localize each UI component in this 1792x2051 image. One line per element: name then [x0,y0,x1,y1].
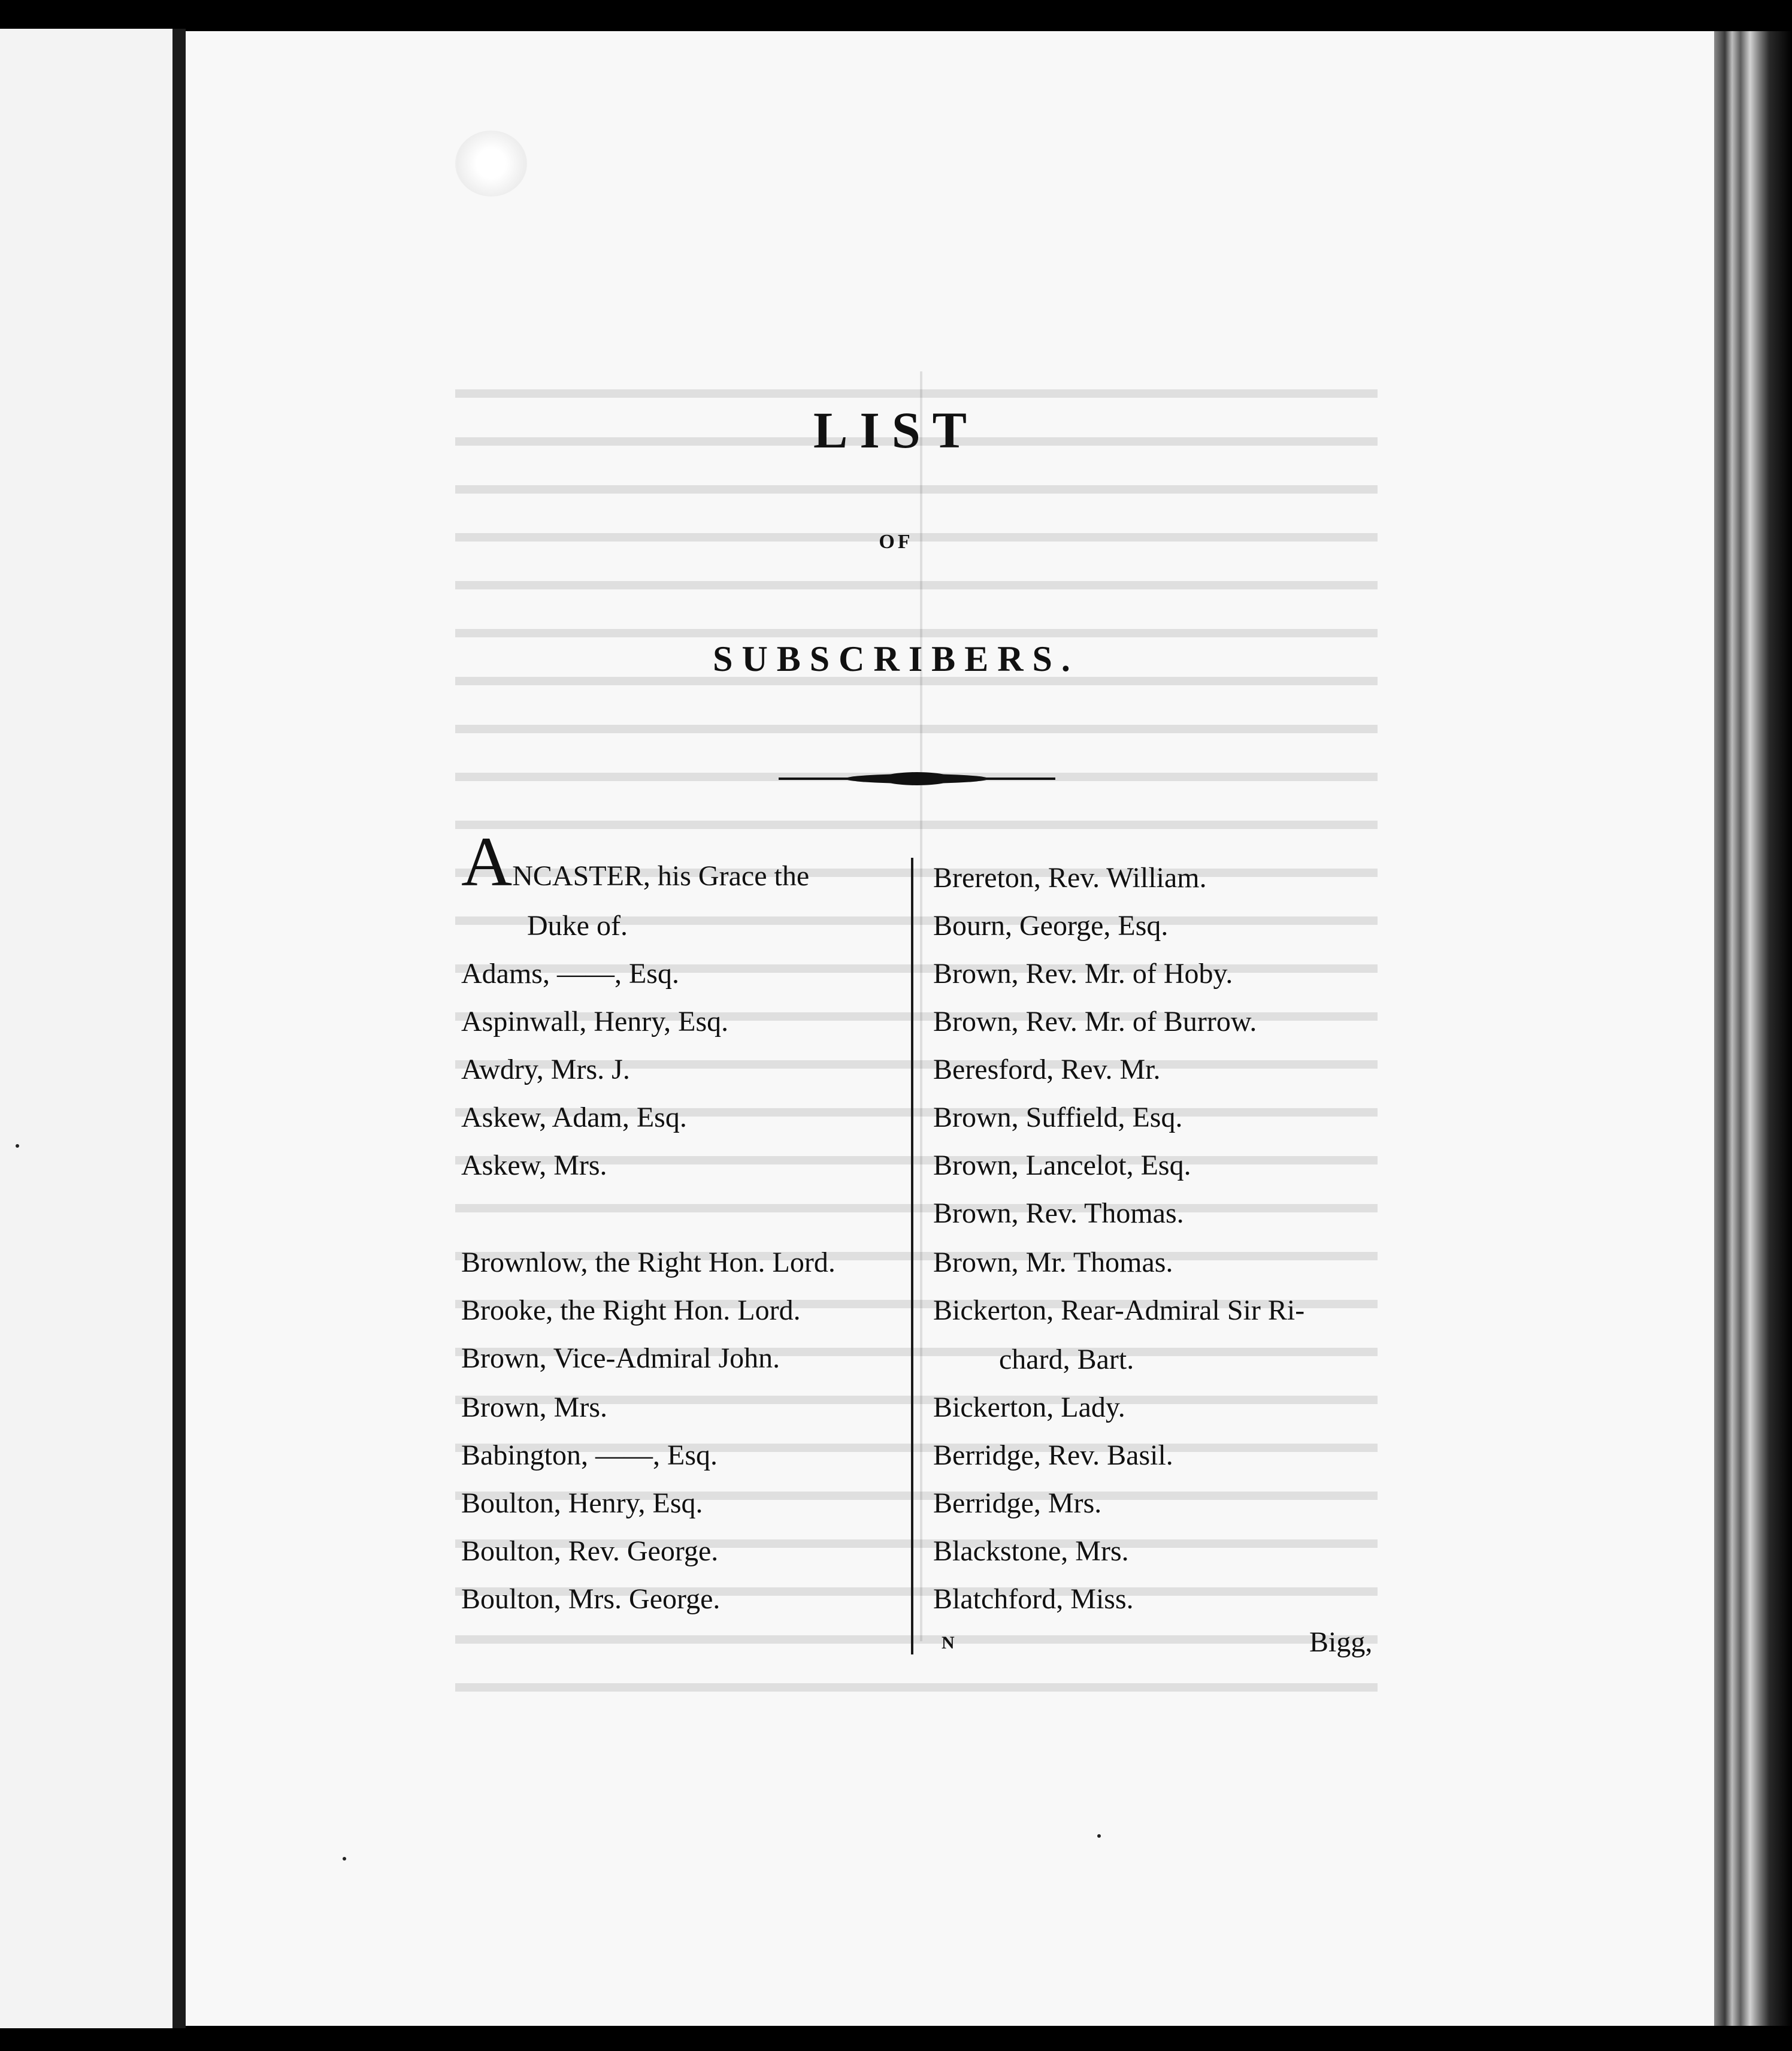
list-item: Boulton, Mrs. George. [461,1583,721,1615]
list-item: Bickerton, Lady. [933,1391,1125,1423]
paper-stain [455,131,527,196]
list-item: Brown, Vice-Admiral John. [461,1342,780,1374]
list-item: Brooke, the Right Hon. Lord. [461,1294,801,1326]
list-item: Aspinwall, Henry, Esq. [461,1006,729,1037]
column-divider [911,858,913,1654]
list-item: Boulton, Rev. George. [461,1535,719,1567]
list-item: Brownlow, the Right Hon. Lord. [461,1247,836,1278]
ink-speck [1097,1834,1101,1838]
list-item: Askew, Mrs. [461,1149,607,1181]
heading-of: OF [879,531,913,553]
list-item: Bickerton, Rear-Admiral Sir Ri- [933,1294,1305,1326]
first-entry [461,822,810,901]
heading-subscribers: SUBSCRIBERS. [713,639,1079,679]
list-item: Awdry, Mrs. J. [461,1054,630,1085]
list-item: Brown, Rev. Thomas. [933,1197,1184,1229]
list-item: Blackstone, Mrs. [933,1535,1129,1567]
list-item: Brown, Suffield, Esq. [933,1102,1183,1133]
ink-speck [16,1144,19,1148]
list-item: Adams, ——, Esq. [461,958,679,990]
list-item: Blatchford, Miss. [933,1583,1134,1615]
list-item-continuation: chard, Bart. [999,1344,1134,1375]
drop-cap: A [461,822,513,901]
list-item: Boulton, Henry, Esq. [461,1487,703,1519]
list-item: Bourn, George, Esq. [933,910,1169,942]
show-through-divider [920,371,922,1641]
book-gutter [172,29,186,2028]
list-item: Beresford, Rev. Mr. [933,1054,1161,1085]
list-item: Brown, Mr. Thomas. [933,1247,1173,1278]
list-item: Berridge, Rev. Basil. [933,1439,1173,1471]
ink-speck [343,1857,346,1861]
heading-list: LIST [813,401,979,459]
list-item: Berridge, Mrs. [933,1487,1102,1519]
first-entry-continuation: Duke of. [527,910,628,942]
list-item: Babington, ——, Esq. [461,1439,718,1471]
list-item: Brown, Lancelot, Esq. [933,1149,1191,1181]
list-item: Brown, Rev. Mr. of Hoby. [933,958,1233,990]
left-page-fragment [0,29,172,2028]
first-entry-text: NCASTER, his Grace the [512,860,810,892]
list-item: Brereton, Rev. William. [933,862,1207,894]
list-item: Askew, Adam, Esq. [461,1102,687,1133]
ornamental-rule [779,772,1055,785]
signature-mark: N [942,1633,955,1653]
page-edge-shadow [1714,31,1792,2026]
catchword: Bigg, [1309,1626,1373,1658]
list-item: Brown, Mrs. [461,1391,608,1423]
list-item: Brown, Rev. Mr. of Burrow. [933,1006,1257,1037]
